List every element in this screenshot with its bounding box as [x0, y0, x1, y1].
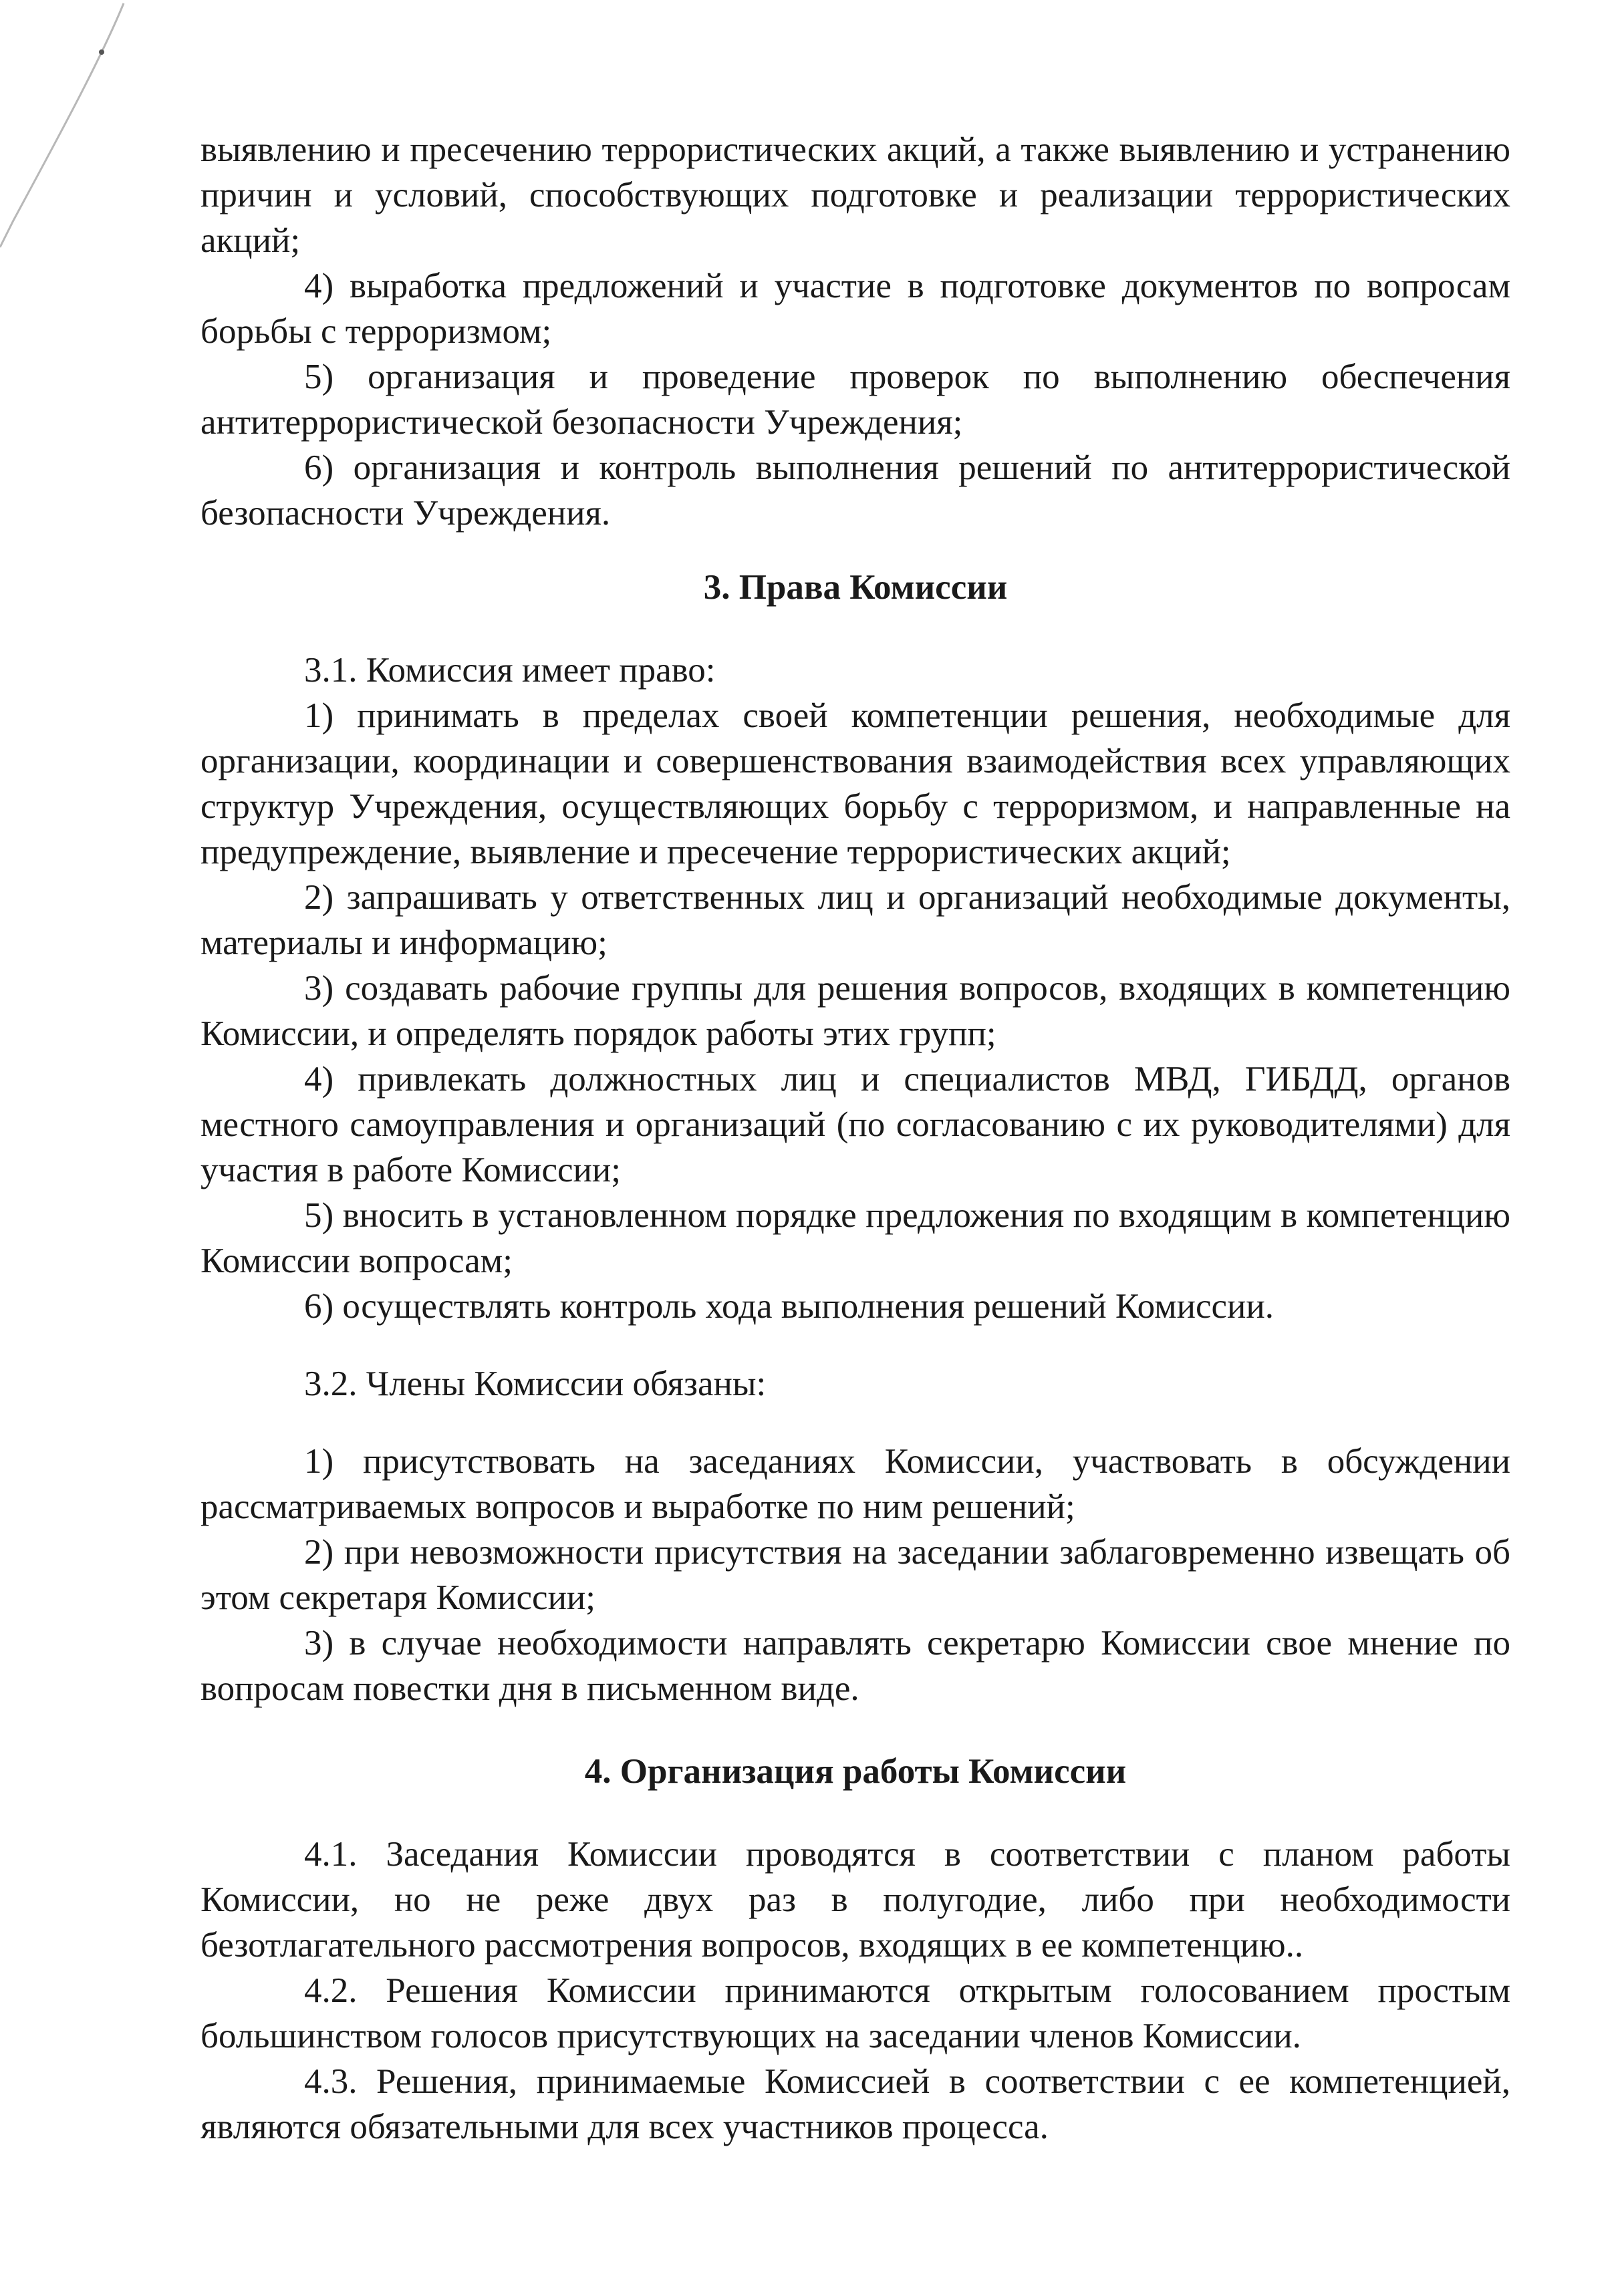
right-item-2: 2) запрашивать у ответственных лиц и организаций необходимые документы, материалы и информацию;	[200, 878, 1510, 962]
right-item-5: 5) вносить в установленном порядке предложения по входящим в компетенцию Комиссии вопросам;	[200, 1196, 1510, 1280]
intro-item-4: 4) выработка предложений и участие в подготовке документов по вопросам борьбы с терроризмом;	[200, 267, 1510, 351]
org-item-4-1: 4.1. Заседания Комиссии проводятся в соответствии с планом работы Комиссии, но не реже двух раз в полугодие, либо при необходимости безотлагательного рассмотрения вопросов, входящих в ее компетенцию..	[200, 1835, 1510, 1965]
intro-block	[200, 127, 1510, 536]
section-3	[200, 565, 1510, 2150]
org-item-4-3: 4.3. Решения, принимаемые Комиссией в соответствии с ее компетенцией, являются обязательными для всех участников процесса.	[200, 2062, 1510, 2146]
org-item-4-2: 4.2. Решения Комиссии принимаются открытым голосованием простым большинством голосов присутствующих на заседании членов Комиссии.	[200, 1971, 1510, 2055]
duty-item-3: 3) в случае необходимости направлять секретарю Комиссии свое мнение по вопросам повестки дня в письменном виде.	[200, 1624, 1510, 1708]
subsection-3-2-title: 3.2. Члены Комиссии обязаны:	[304, 1365, 767, 1403]
scan-artifact-line	[0, 0, 134, 281]
right-item-4: 4) привлекать должностных лиц и специалистов МВД, ГИБДД, органов местного самоуправления и организаций (по согласованию с их руководителями) для участия в работе Комиссии;	[200, 1060, 1510, 1189]
subsection-3-1-title: 3.1. Комиссия имеет право:	[304, 651, 716, 690]
duty-item-1: 1) присутствовать на заседаниях Комиссии, участвовать в обсуждении рассматриваемых вопросов и выработке по ним решений;	[200, 1442, 1510, 1526]
intro-paragraph-1: выявлению и пресечению террористических акций, а также выявлению и устранению причин и условий, способствующих подготовке и реализации террористических акций;	[200, 130, 1510, 260]
duty-item-2: 2) при невозможности присутствия на заседании заблаговременно извещать об этом секретаря Комиссии;	[200, 1533, 1510, 1617]
section-3-title: 3. Права Комиссии	[703, 568, 1008, 607]
right-item-3: 3) создавать рабочие группы для решения вопросов, входящих в компетенцию Комиссии, и определять порядок работы этих групп;	[200, 969, 1510, 1053]
right-item-6: 6) осуществлять контроль хода выполнения решений Комиссии.	[304, 1287, 1274, 1326]
right-item-1: 1) принимать в пределах своей компетенции решения, необходимые для организации, координации и совершенствования взаимодействия всех управляющих структур Учреждения, осуществляющих борьбу с терроризмом, и направленные на предупреждение, выявление и пресечение террористических акций;	[200, 696, 1510, 871]
section-4-title: 4. Организация работы Комиссии	[584, 1752, 1127, 1791]
intro-item-6: 6) организация и контроль выполнения решений по антитеррористической безопасности Учреждения.	[200, 448, 1510, 533]
intro-item-5: 5) организация и проведение проверок по выполнению обеспечения антитеррористической безопасности Учреждения;	[200, 357, 1510, 442]
